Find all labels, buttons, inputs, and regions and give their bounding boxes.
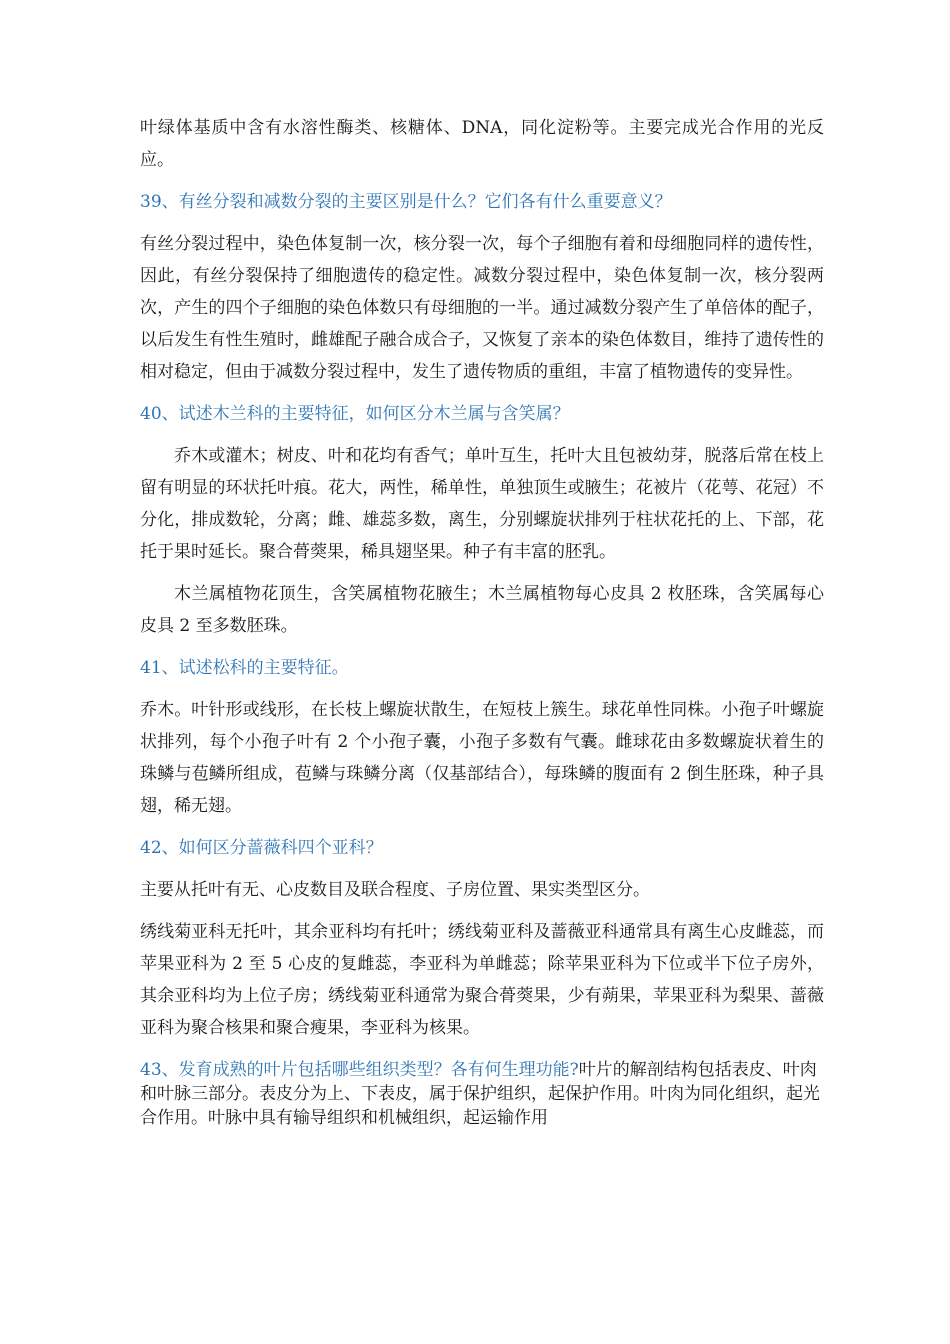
answer-41: 乔木。叶针形或线形，在长枝上螺旋状散生，在短枝上簇生。球花单性同株。小孢子叶螺旋状排列，每个小孢子叶有 2 个小孢子囊，小孢子多数有气囊。雌球花由多数螺旋状着生的珠鳞与苞鳞所组成，苞鳞与珠鳞分离（仅基部结合），每珠鳞的腹面有 2 倒生胚珠，种子具翅，稀无翅。 (140, 700, 824, 816)
answer-42-detail: 绣线菊亚科无托叶，其余亚科均有托叶；绣线菊亚科及蔷薇亚科通常具有离生心皮雌蕊，而苹果亚科为 2 至 5 心皮的复雌蕊，李亚科为单雌蕊；除苹果亚科为下位或半下位子房外，其余亚科均为上位子房；绣线菊亚科通常为聚合蓇葖果，少有蒴果，苹果亚科为梨果、蔷薇亚科为聚合核果和聚合瘦果，李亚科为核果。 (140, 922, 824, 1038)
question-42: 42、如何区分蔷薇科四个亚科？ (140, 838, 383, 858)
question-40: 40、试述木兰科的主要特征，如何区分木兰属与含笑属？ (140, 404, 570, 424)
answer-40-features: 乔木或灌木；树皮、叶和花均有香气；单叶互生，托叶大且包被幼芽，脱落后常在枝上留有明显的环状托叶痕。花大，两性，稀单性，单独顶生或腋生；花被片（花萼、花冠）不分化，排成数轮，分离；雌、雄蕊多数，离生，分别螺旋状排列于柱状花托的上、下部，花托于果时延长。聚合蓇葖果，稀具翅坚果。种子有丰富的胚乳。 (140, 446, 824, 562)
question-41: 41、试述松科的主要特征。 (140, 658, 349, 678)
question-39: 39、有丝分裂和减数分裂的主要区别是什么？它们各有什么重要意义？ (140, 192, 672, 212)
answer-42-intro: 主要从托叶有无、心皮数目及联合程度、子房位置、果实类型区分。 (140, 880, 650, 900)
document-page (140, 112, 824, 1130)
answer-40-distinction: 木兰属植物花顶生，含笑属植物花腋生；木兰属植物每心皮具 2 枚胚珠，含笑属每心皮具 2 至多数胚珠。 (140, 584, 824, 636)
question-43-block (140, 1058, 824, 1130)
answer-39: 有丝分裂过程中，染色体复制一次，核分裂一次，每个子细胞有着和母细胞同样的遗传性，因此，有丝分裂保持了细胞遗传的稳定性。减数分裂过程中，染色体复制一次，核分裂两次，产生的四个子细胞的染色体数只有母细胞的一半。通过减数分裂产生了单倍体的配子，以后发生有性生殖时，雌雄配子融合成合子，又恢复了亲本的染色体数目，维持了遗传性的相对稳定，但由于减数分裂过程中，发生了遗传物质的重组，丰富了植物遗传的变异性。 (140, 234, 824, 382)
answer-43: 叶片的解剖结构包括表皮、叶肉和叶脉三部分。表皮分为上、下表皮，属于保护组织，起保护作用。叶肉为同化组织，起光合作用。叶脉中具有输导组织和机械组织，起运输作用 (140, 1060, 820, 1128)
question-43: 43、发育成熟的叶片包括哪些组织类型？各有何生理功能? (140, 1060, 579, 1080)
paragraph-chloroplast-stroma: 叶绿体基质中含有水溶性酶类、核糖体、DNA，同化淀粉等。主要完成光合作用的光反应。 (140, 118, 824, 170)
